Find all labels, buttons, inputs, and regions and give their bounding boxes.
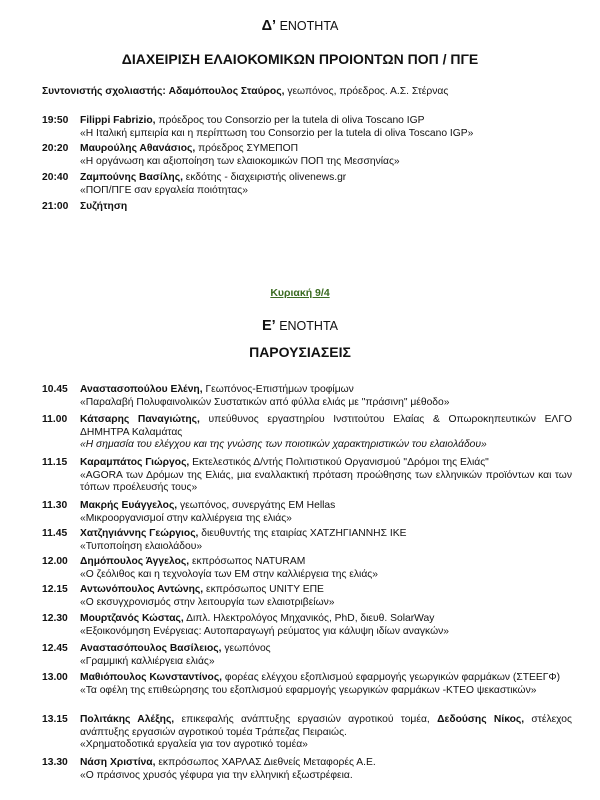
speaker-name: Μακρής Ευάγγελος, bbox=[80, 500, 178, 511]
speaker-role: εκπρόσωπος ΧΑΡΛΑΣ Διεθνείς Μεταφορές Α.Ε. bbox=[155, 757, 376, 768]
talk-topic: «Ο εκσυγχρονισμός στην λειτουργία των ελαιοτριβείων» bbox=[80, 596, 335, 608]
item-time: 12.15 bbox=[42, 584, 68, 595]
schedule-item bbox=[42, 672, 572, 697]
speaker-name: Μαθιόπουλος Κωνσταντίνος, bbox=[80, 672, 223, 683]
schedule-item bbox=[42, 500, 572, 525]
schedule-item bbox=[42, 757, 572, 782]
moderator-name: Αδαμόπουλος Σταύρος, bbox=[168, 86, 285, 97]
item-time: 11.00 bbox=[42, 414, 68, 425]
speaker-role: γεωπόνος, συνεργάτης ΕΜ Hellas bbox=[177, 500, 336, 511]
talk-topic: «Γραμμική καλλιέργεια ελιάς» bbox=[80, 655, 215, 667]
section-e-label-text: ΕΝΟΤΗΤΑ bbox=[279, 319, 338, 333]
section-d-label bbox=[0, 18, 600, 34]
item-time: 10.45 bbox=[42, 384, 68, 395]
section-d-label-text: ΕΝΟΤΗΤΑ bbox=[279, 19, 339, 33]
schedule-item bbox=[42, 643, 572, 668]
item-time: 21:00 bbox=[42, 201, 69, 212]
speaker-name: Καραμπάτος Γιώργος, bbox=[80, 457, 190, 468]
item-time: 13.15 bbox=[42, 714, 68, 725]
speaker-role: πρόεδρος του Consorzio per la tutela di oliva Toscano IGP bbox=[155, 115, 425, 126]
talk-topic: «Η σημασία του ελέγχου και της γνώσης των ποιοτικών χαρακτηριστικών του ελαιολάδου» bbox=[80, 439, 487, 451]
section-e-letter: Ε’ bbox=[262, 318, 276, 334]
speaker-name: Ζαμπούνης Βασίλης, bbox=[80, 172, 183, 183]
item-time: 20:20 bbox=[42, 143, 69, 154]
talk-topic: «ΠΟΠ/ΠΓΕ σαν εργαλεία ποιότητας» bbox=[80, 184, 248, 196]
speaker-role: πρόεδρος ΣΥΜΕΠΟΠ bbox=[195, 143, 299, 154]
speaker-name-2: Δεδούσης Νίκος, bbox=[437, 714, 525, 725]
schedule-item bbox=[42, 143, 572, 168]
talk-topic: «AGORA των Δρόμων της Ελιάς, μια εναλλακτική πρόταση προώθησης των ελληνικών προϊόντων και των τόπων προέλευσής τους» bbox=[80, 469, 572, 494]
speaker-role: εκπρόσωπος UNITY ΕΠΕ bbox=[203, 584, 324, 595]
item-time: 11.15 bbox=[42, 457, 68, 468]
speaker-name: Αντωνόπουλος Αντώνης, bbox=[80, 584, 204, 595]
schedule-item bbox=[42, 172, 572, 197]
speaker-name: Αναστασόπουλος Βασίλειος, bbox=[80, 643, 222, 654]
speaker-role: Διπλ. Ηλεκτρολόγος Μηχανικός, PhD, διευθ. SolarWay bbox=[183, 613, 435, 624]
schedule-item bbox=[42, 201, 572, 214]
schedule-item bbox=[42, 584, 572, 609]
schedule-item bbox=[42, 115, 572, 140]
speaker-role-2: στέλεχος ανάπτυξης εργασιών αγροτικού τομέα Τράπεζας Πειραιώς. bbox=[80, 714, 572, 738]
item-time: 12.30 bbox=[42, 613, 68, 624]
item-time: 12.00 bbox=[42, 556, 68, 567]
schedule-item bbox=[42, 384, 572, 409]
discussion-label: Συζήτηση bbox=[80, 201, 128, 212]
item-time: 12.45 bbox=[42, 643, 68, 654]
speaker-role: γεωπόνος bbox=[221, 643, 271, 654]
talk-topic: «Παραλαβή Πολυφαινολικών Συστατικών από φύλλα ελιάς με "πράσινη" μέθοδο» bbox=[80, 396, 450, 408]
talk-topic: «Η οργάνωση και αξιοποίηση των ελαιοκομικών ΠΟΠ της Μεσσηνίας» bbox=[80, 155, 400, 167]
talk-topic: «Εξοικονόμηση Ενέργειας: Αυτοπαραγωγή ρεύματος για κάλυψη ιδίων αναγκών» bbox=[80, 625, 449, 637]
talk-topic: «Τα οφέλη της επιθεώρησης του εξοπλισμού εφαρμογής γεωργικών φαρμάκων -ΚΤΕΟ ψεκαστικών» bbox=[80, 684, 537, 696]
item-time: 13.30 bbox=[42, 757, 68, 768]
speaker-name: Filippi Fabrizio, bbox=[80, 115, 156, 126]
schedule-item bbox=[42, 528, 572, 553]
speaker-name: Πολιτάκης Αλέξης, bbox=[80, 714, 175, 725]
speaker-role: Γεωπόνος-Επιστήμων τροφίμων bbox=[202, 384, 354, 395]
speaker-name: Δημόπουλος Άγγελος, bbox=[80, 556, 190, 567]
item-time: 19:50 bbox=[42, 115, 69, 126]
day-heading bbox=[0, 287, 600, 299]
item-time: 13.00 bbox=[42, 672, 68, 683]
schedule-item bbox=[42, 714, 572, 752]
section-e-title: ΠΑΡΟΥΣΙΑΣΕΙΣ bbox=[249, 344, 351, 360]
section-d-letter: Δ’ bbox=[261, 18, 277, 34]
talk-topic: «Μικροοργανισμοί στην καλλιέργεια της ελιάς» bbox=[80, 512, 292, 524]
schedule-item bbox=[42, 457, 572, 495]
speaker-name: Χατζηγιάννης Γεώργιος, bbox=[80, 528, 199, 539]
talk-topic: «Τυποποίηση ελαιολάδου» bbox=[80, 540, 203, 552]
moderator-line bbox=[42, 86, 448, 97]
moderator-role: γεωπόνος, πρόεδρος. Α.Σ. Στέρνας bbox=[287, 86, 449, 97]
speaker-role: εκδότης - διαχειριστής olivenews.gr bbox=[182, 172, 347, 183]
schedule-item bbox=[42, 414, 572, 452]
speaker-role: επικεφαλής ανάπτυξης εργασιών αγροτικού τομέα, bbox=[174, 714, 438, 725]
talk-topic: «Χρηματοδοτικά εργαλεία για τον αγροτικό τομέα» bbox=[80, 739, 308, 751]
talk-topic: «Ο ζεόλιθος και η τεχνολογία των ΕΜ στην καλλιέργεια της ελιάς» bbox=[80, 568, 378, 580]
speaker-name: Νάση Χριστίνα, bbox=[80, 757, 156, 768]
speaker-role: διευθυντής της εταιρίας ΧΑΤΖΗΓΙΑΝΝΗΣ ΙΚΕ bbox=[198, 528, 407, 539]
schedule-item bbox=[42, 556, 572, 581]
section-e-label bbox=[0, 318, 600, 334]
speaker-name: Κάτσαρης Παναγιώτης, bbox=[80, 414, 200, 425]
speaker-name: Μαυρούλης Αθανάσιος, bbox=[80, 143, 196, 154]
speaker-role: Εκτελεστικός Δ/ντής Πολιτιστικού Οργανισμού "Δρόμοι της Ελιάς" bbox=[189, 457, 489, 468]
item-time: 11.30 bbox=[42, 500, 68, 511]
speaker-name: Αναστασοπούλου Ελένη, bbox=[80, 384, 203, 395]
schedule-item bbox=[42, 613, 572, 638]
item-time: 11.45 bbox=[42, 528, 68, 539]
talk-topic: «Ο πράσινος χρυσός γέφυρα για την ελληνική εξωστρέφεια. bbox=[80, 769, 353, 781]
section-d-title: ΔΙΑΧΕΙΡΙΣΗ ΕΛΑΙΟΚΟΜΙΚΩΝ ΠΡΟΙΟΝΤΩΝ ΠΟΠ / ΠΓΕ bbox=[121, 51, 479, 67]
speaker-name: Μουρτζανός Κώστας, bbox=[80, 613, 184, 624]
day-label: Κυριακή 9/4 bbox=[270, 287, 330, 299]
talk-topic: «Η Ιταλική εμπειρία και η περίπτωση του Consorzio per la tutela di oliva Toscano IGP» bbox=[80, 127, 474, 139]
speaker-role: εκπρόσωπος NATURAM bbox=[189, 556, 306, 567]
item-time: 20:40 bbox=[42, 172, 69, 183]
speaker-role: φορέας ελέγχου εξοπλισμού εφαρμογής γεωργικών φαρμάκων (ΣΤΕΕΓΦ) bbox=[222, 672, 561, 683]
speaker-role: υπεύθυνος εργαστηρίου Ινστιτούτου Ελαίας & Οπωροκηπευτικών ΕΛΓΟ ΔΗΜΗΤΡΑ Καλαμάτας bbox=[80, 414, 572, 438]
moderator-label: Συντονιστής σχολιαστής: bbox=[42, 86, 166, 97]
